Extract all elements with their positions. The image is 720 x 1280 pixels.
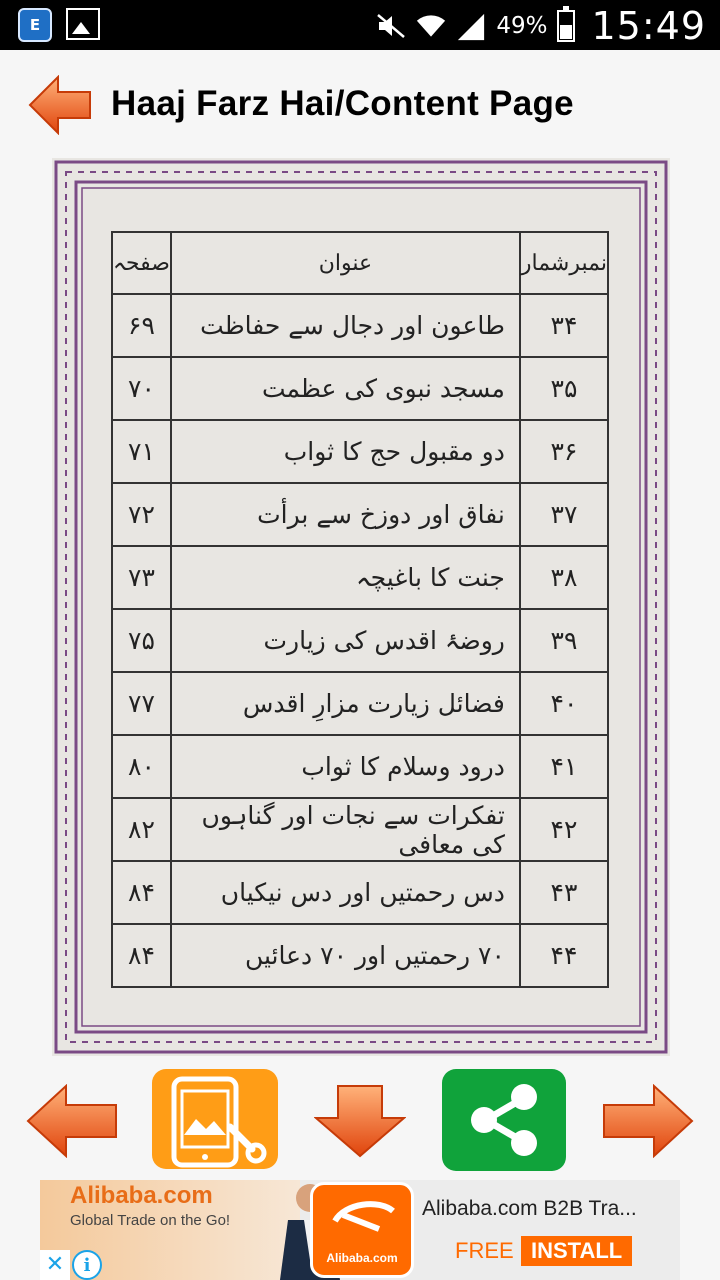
share-button[interactable] — [442, 1069, 566, 1171]
wallpaper-settings-button[interactable] — [152, 1069, 278, 1169]
header-number: نمبرشمار — [520, 232, 608, 294]
row-page: ۸۴ — [112, 861, 171, 924]
row-number: ۳۷ — [520, 483, 608, 546]
toc-row — [112, 672, 608, 735]
row-page: ۸۴ — [112, 924, 171, 987]
previous-page-button[interactable] — [26, 1084, 118, 1158]
row-number: ۳۹ — [520, 609, 608, 672]
row-title: ۷۰ رحمتیں اور ۷۰ دعائیں — [171, 924, 520, 987]
row-title: طاعون اور دجال سے حفاظت — [171, 294, 520, 357]
row-page: ۷۲ — [112, 483, 171, 546]
toc-table — [111, 231, 609, 988]
toc-row — [112, 798, 608, 861]
battery-icon — [557, 10, 575, 42]
row-page: ۷۱ — [112, 420, 171, 483]
row-number: ۴۴ — [520, 924, 608, 987]
row-title: جنت کا باغیچہ — [171, 546, 520, 609]
toc-header-row — [112, 232, 608, 294]
row-title: فضائل زیارت مزارِ اقدس — [171, 672, 520, 735]
row-number: ۳۸ — [520, 546, 608, 609]
ad-close-icon[interactable]: ✕ — [40, 1250, 70, 1280]
row-title: مسجد نبوی کی عظمت — [171, 357, 520, 420]
row-title: درود وسلام کا ثواب — [171, 735, 520, 798]
toc-row — [112, 483, 608, 546]
row-page: ۷۰ — [112, 357, 171, 420]
row-page: ۸۲ — [112, 798, 171, 861]
row-number: ۳۴ — [520, 294, 608, 357]
row-page: ۶۹ — [112, 294, 171, 357]
row-title: دو مقبول حج کا ثواب — [171, 420, 520, 483]
next-page-button[interactable] — [602, 1084, 694, 1158]
ad-title[interactable]: Alibaba.com B2B Tra... — [422, 1197, 637, 1220]
alibaba-logo-icon — [313, 1185, 411, 1245]
row-title: دس رحمتیں اور دس نیکیاں — [171, 861, 520, 924]
mute-icon — [376, 11, 406, 41]
ad-logo-text: Alibaba.com — [326, 1251, 398, 1265]
ad-tagline: Global Trade on the Go! — [70, 1212, 231, 1229]
row-page: ۷۳ — [112, 546, 171, 609]
header-page: صفحہ — [112, 232, 171, 294]
toc-row — [112, 861, 608, 924]
wifi-icon — [416, 11, 446, 41]
ad-info-icon[interactable]: i — [72, 1250, 102, 1280]
ad-app-logo[interactable] — [310, 1182, 414, 1278]
row-number: ۴۲ — [520, 798, 608, 861]
back-arrow-icon[interactable] — [28, 75, 92, 135]
page-title: Haaj Farz Hai/Content Page — [111, 84, 574, 123]
image-notification-icon — [66, 8, 100, 40]
row-title: تفکرات سے نجات اور گناہوں کی معافی — [171, 798, 520, 861]
signal-icon — [456, 11, 486, 41]
header-title: عنوان — [171, 232, 520, 294]
down-page-button[interactable] — [314, 1084, 406, 1158]
app-bar — [0, 50, 720, 162]
toc-row — [112, 546, 608, 609]
toc-row — [112, 609, 608, 672]
phone-wrench-icon — [152, 1069, 278, 1169]
row-page: ۷۷ — [112, 672, 171, 735]
row-number: ۴۰ — [520, 672, 608, 735]
row-title: روضۂ اقدس کی زیارت — [171, 609, 520, 672]
row-title: نفاق اور دوزخ سے برأت — [171, 483, 520, 546]
row-number: ۳۵ — [520, 357, 608, 420]
toc-row — [112, 735, 608, 798]
toc-row — [112, 420, 608, 483]
status-bar — [0, 0, 720, 50]
bottom-toolbar — [0, 1066, 720, 1176]
clock: 15:49 — [591, 4, 706, 48]
share-icon — [442, 1069, 566, 1171]
row-number: ۳۶ — [520, 420, 608, 483]
ad-install-button[interactable]: INSTALL — [521, 1236, 632, 1266]
row-number: ۴۳ — [520, 861, 608, 924]
ad-banner[interactable] — [40, 1180, 680, 1280]
row-number: ۴۱ — [520, 735, 608, 798]
battery-percent: 49% — [496, 13, 548, 39]
ad-free-label: FREE — [455, 1238, 514, 1263]
ad-brand: Alibaba.com — [70, 1182, 213, 1209]
row-page: ۷۵ — [112, 609, 171, 672]
toc-row — [112, 357, 608, 420]
row-page: ۸۰ — [112, 735, 171, 798]
toc-row — [112, 924, 608, 987]
app-notification-icon: E — [18, 8, 52, 42]
toc-row — [112, 294, 608, 357]
